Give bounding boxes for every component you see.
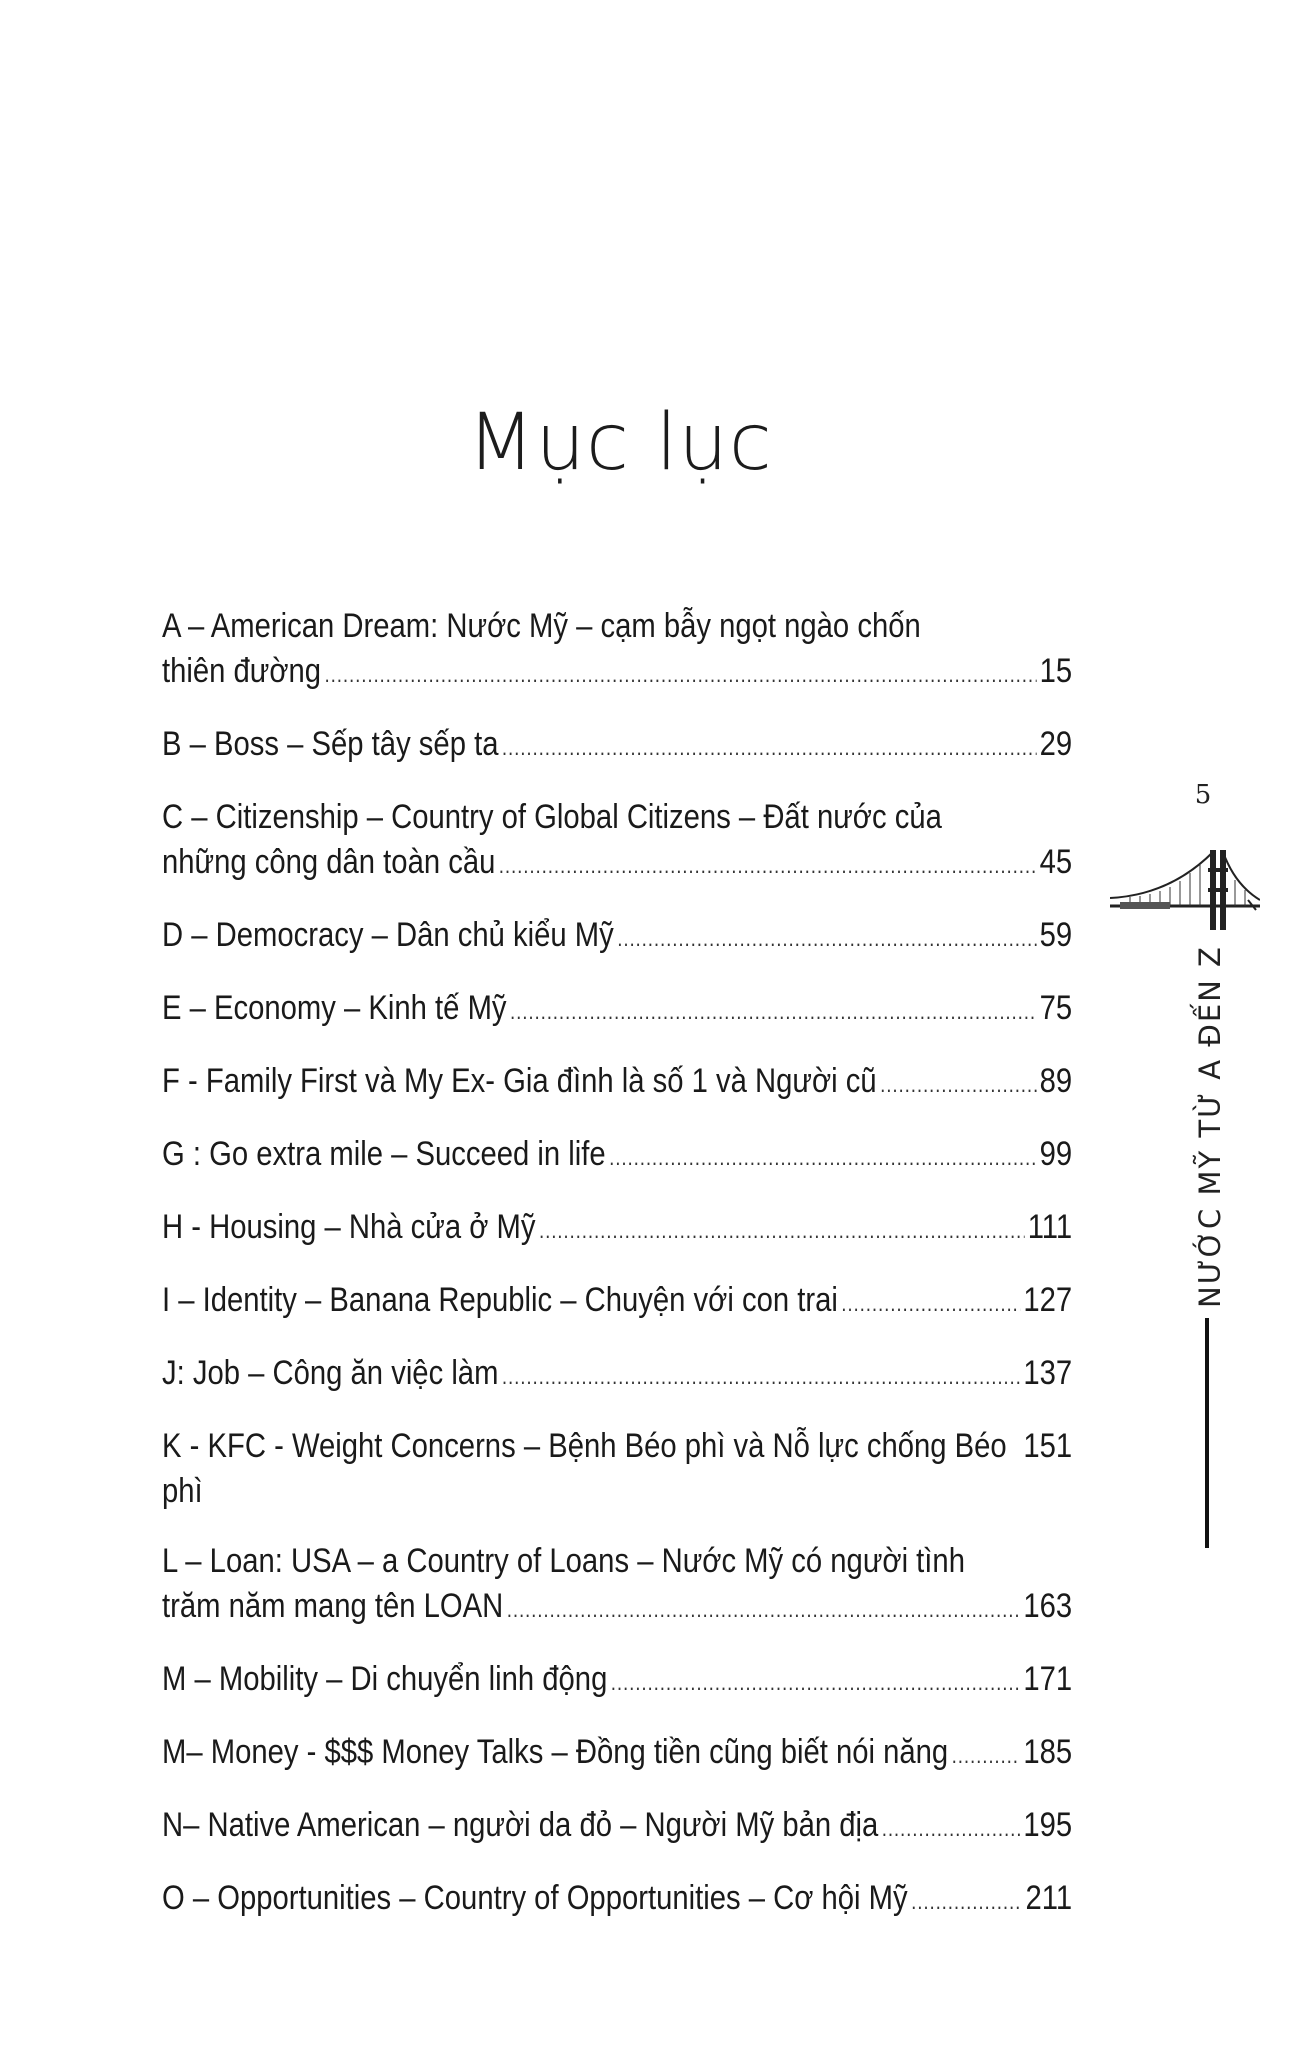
toc-entry-title: E – Economy – Kinh tế Mỹ [162, 989, 507, 1027]
toc-entry-page: 75 [1039, 989, 1073, 1027]
toc-entry-page: 185 [1023, 1733, 1073, 1771]
page-title: Mục lục [467, 398, 773, 488]
toc-entry-page: 151 [1023, 1427, 1073, 1465]
toc-entry-title: thiên đường [162, 652, 322, 690]
toc-entry [162, 722, 1072, 770]
toc-entry [162, 1278, 1072, 1326]
dot-leader [911, 1876, 1022, 1924]
toc-entry-title: M– Money - $$$ Money Talks – Đồng tiền cũng biết nói năng [162, 1733, 949, 1771]
toc-entry-title: những công dân toàn cầu [162, 843, 496, 881]
dot-leader [510, 986, 1036, 1034]
dot-leader [325, 649, 1037, 697]
toc-entry-page: 29 [1039, 725, 1073, 763]
toc-entry-title: B – Boss – Sếp tây sếp ta [162, 725, 499, 763]
toc-entry [162, 795, 1072, 888]
dot-leader [502, 1351, 1020, 1399]
dot-leader [882, 1803, 1020, 1851]
toc-entry [162, 604, 1072, 697]
toc-entry-page: 89 [1039, 1062, 1073, 1100]
toc-entry [162, 1657, 1072, 1705]
toc-entry-page: 163 [1023, 1587, 1073, 1625]
toc-entry-title: F - Family First và My Ex- Gia đình là số 1 và Người cũ [162, 1062, 877, 1100]
toc-entry-page: 59 [1039, 916, 1073, 954]
toc-entry [162, 913, 1072, 961]
dot-leader [617, 913, 1036, 961]
toc-entry-title: D – Democracy – Dân chủ kiểu Mỹ [162, 916, 614, 954]
toc-entry [162, 1424, 1072, 1514]
toc-entry-title: G : Go extra mile – Succeed in life [162, 1135, 606, 1173]
toc-entry-title: L – Loan: USA – a Country of Loans – Nước Mỹ có người tình [162, 1542, 965, 1580]
dot-leader [952, 1730, 1020, 1778]
toc-entry-title: J: Job – Công ăn việc làm [162, 1354, 499, 1392]
toc-entry-page: 137 [1023, 1354, 1073, 1392]
dot-leader [611, 1657, 1020, 1705]
toc-entry-page: 45 [1039, 843, 1073, 881]
toc-entry-page: 195 [1023, 1806, 1073, 1844]
toc-entry [162, 986, 1072, 1034]
dot-leader [609, 1132, 1036, 1180]
toc-entry-page: 211 [1025, 1879, 1073, 1917]
toc-entry-page: 99 [1039, 1135, 1073, 1173]
dot-leader [502, 722, 1036, 770]
toc-entry-title: I – Identity – Banana Republic – Chuyện với con trai [162, 1281, 838, 1319]
dot-leader [499, 840, 1036, 888]
toc-entry [162, 1730, 1072, 1778]
toc-entry-page: 171 [1023, 1660, 1073, 1698]
dot-leader [507, 1584, 1020, 1632]
dot-leader [539, 1205, 1024, 1253]
toc-entry-title: O – Opportunities – Country of Opportunities – Cơ hội Mỹ [162, 1879, 908, 1917]
page-number: 5 [1194, 780, 1212, 810]
toc-entry [162, 1539, 1072, 1632]
toc-entry-title: M – Mobility – Di chuyển linh động [162, 1660, 608, 1698]
bridge-icon [1110, 840, 1260, 940]
toc-entry [162, 1803, 1072, 1851]
dot-leader [841, 1278, 1020, 1326]
toc-entry-title: K - KFC - Weight Concerns – Bệnh Béo phì và Nỗ lực chống Béo phì [162, 1427, 1007, 1510]
running-title: NƯỚC MỸ TỪ A ĐẾN Z [1193, 945, 1227, 1308]
toc-entry [162, 1059, 1072, 1107]
toc-entry-page: 15 [1039, 652, 1073, 690]
toc-entry-title: C – Citizenship – Country of Global Citizens – Đất nước của [162, 798, 942, 836]
toc-entry-title: A – American Dream: Nước Mỹ – cạm bẫy ngọt ngào chốn [162, 607, 921, 645]
toc-entry [162, 1351, 1072, 1399]
dot-leader [880, 1059, 1036, 1107]
toc-entry [162, 1876, 1072, 1924]
vertical-rule [1205, 1318, 1209, 1548]
toc-entry-title: H - Housing – Nhà cửa ở Mỹ [162, 1208, 536, 1246]
toc-entry [162, 1132, 1072, 1180]
toc-entry [162, 1205, 1072, 1253]
toc-entry-title: N– Native American – người da đỏ – Người Mỹ bản địa [162, 1806, 879, 1844]
toc-entry-page: 127 [1023, 1281, 1073, 1319]
toc-entry-title: trăm năm mang tên LOAN [162, 1587, 504, 1625]
toc-entry-page: 111 [1027, 1208, 1073, 1246]
table-of-contents [162, 604, 1072, 1949]
